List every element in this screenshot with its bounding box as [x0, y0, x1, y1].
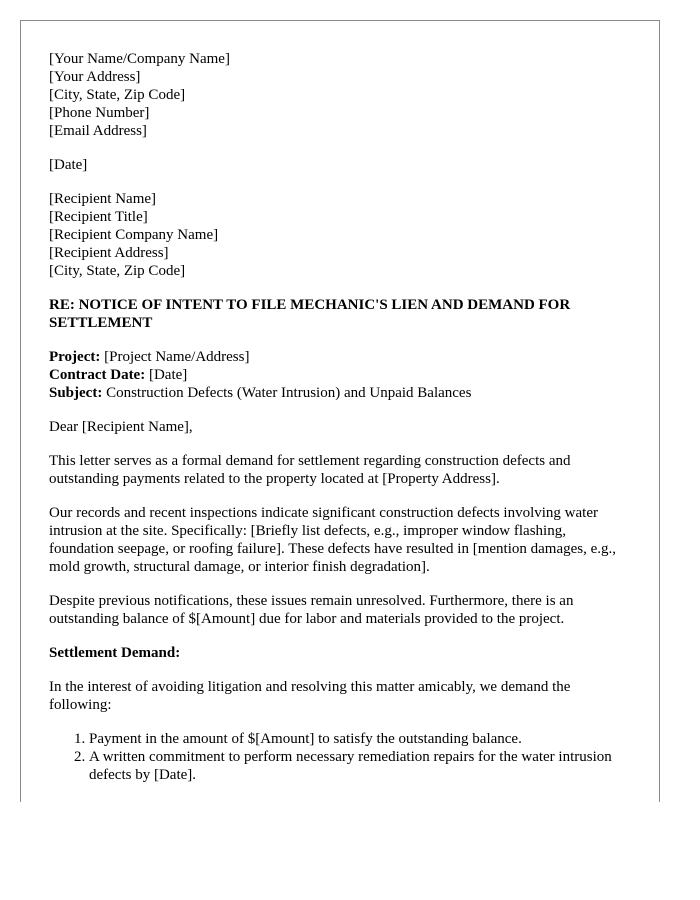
body-paragraph-intro: This letter serves as a formal demand for settlement regarding construction defects and outstanding payments related to the property located at [Property Address]. [49, 453, 571, 487]
demand-item: 1. Payment in the amount of $[Amount] to satisfy the outstanding balance. [89, 730, 629, 748]
sender-phone: [Phone Number] [49, 105, 150, 121]
letter-date: [Date] [49, 157, 88, 173]
contract-date-label: Contract Date: [49, 367, 146, 383]
body-paragraph-defects: Our records and recent inspections indicate significant construction defects involving water intrusion at the site. Specifically: [Briefly list defects, e.g., improper window flashing, foundation seepage, or roofing failure]. These defects have resulted in [mention damages, e.g., mold growth, structural damage, or interior finish degradation]. [49, 505, 617, 575]
project-value: [Project Name/Address] [100, 349, 250, 365]
project-label: Project: [49, 349, 101, 365]
sender-address: [Your Address] [49, 69, 141, 85]
sender-email: [Email Address] [49, 123, 147, 139]
letter-page [20, 20, 660, 802]
body-paragraph-balance: Despite previous notifications, these issues remain unresolved. Furthermore, there is an outstanding balance of $[Amount] due for labor and materials provided to the project. [49, 593, 574, 627]
contract-date-detail [49, 366, 629, 384]
subject-detail [49, 384, 629, 402]
contract-date-value: [Date] [145, 367, 188, 383]
settlement-intro: In the interest of avoiding litigation and resolving this matter amicably, we demand the following: [49, 679, 571, 713]
subject-label: Subject: [49, 385, 103, 401]
recipient-block [49, 190, 629, 280]
sender-block [49, 50, 629, 140]
sender-name: [Your Name/Company Name] [49, 51, 230, 67]
subject-value: Construction Defects (Water Intrusion) and Unpaid Balances [102, 385, 472, 401]
recipient-address: [Recipient Address] [49, 245, 169, 261]
demand-item: 2. A written commitment to perform necessary remediation repairs for the water intrusion defects by [Date]. [89, 748, 629, 784]
recipient-company: [Recipient Company Name] [49, 227, 219, 243]
settlement-heading: Settlement Demand: [49, 645, 181, 661]
date-block [49, 156, 629, 174]
subject-line: RE: NOTICE OF INTENT TO FILE MECHANIC'S LIEN AND DEMAND FOR SETTLEMENT [49, 297, 571, 331]
letter-content [49, 50, 629, 784]
recipient-city-state-zip: [City, State, Zip Code] [49, 263, 186, 279]
recipient-title: [Recipient Title] [49, 209, 148, 225]
sender-city-state-zip: [City, State, Zip Code] [49, 87, 186, 103]
demands-list [49, 730, 629, 784]
salutation: Dear [Recipient Name], [49, 419, 193, 435]
project-detail [49, 348, 629, 366]
recipient-name: [Recipient Name] [49, 191, 157, 207]
details-block [49, 348, 629, 402]
